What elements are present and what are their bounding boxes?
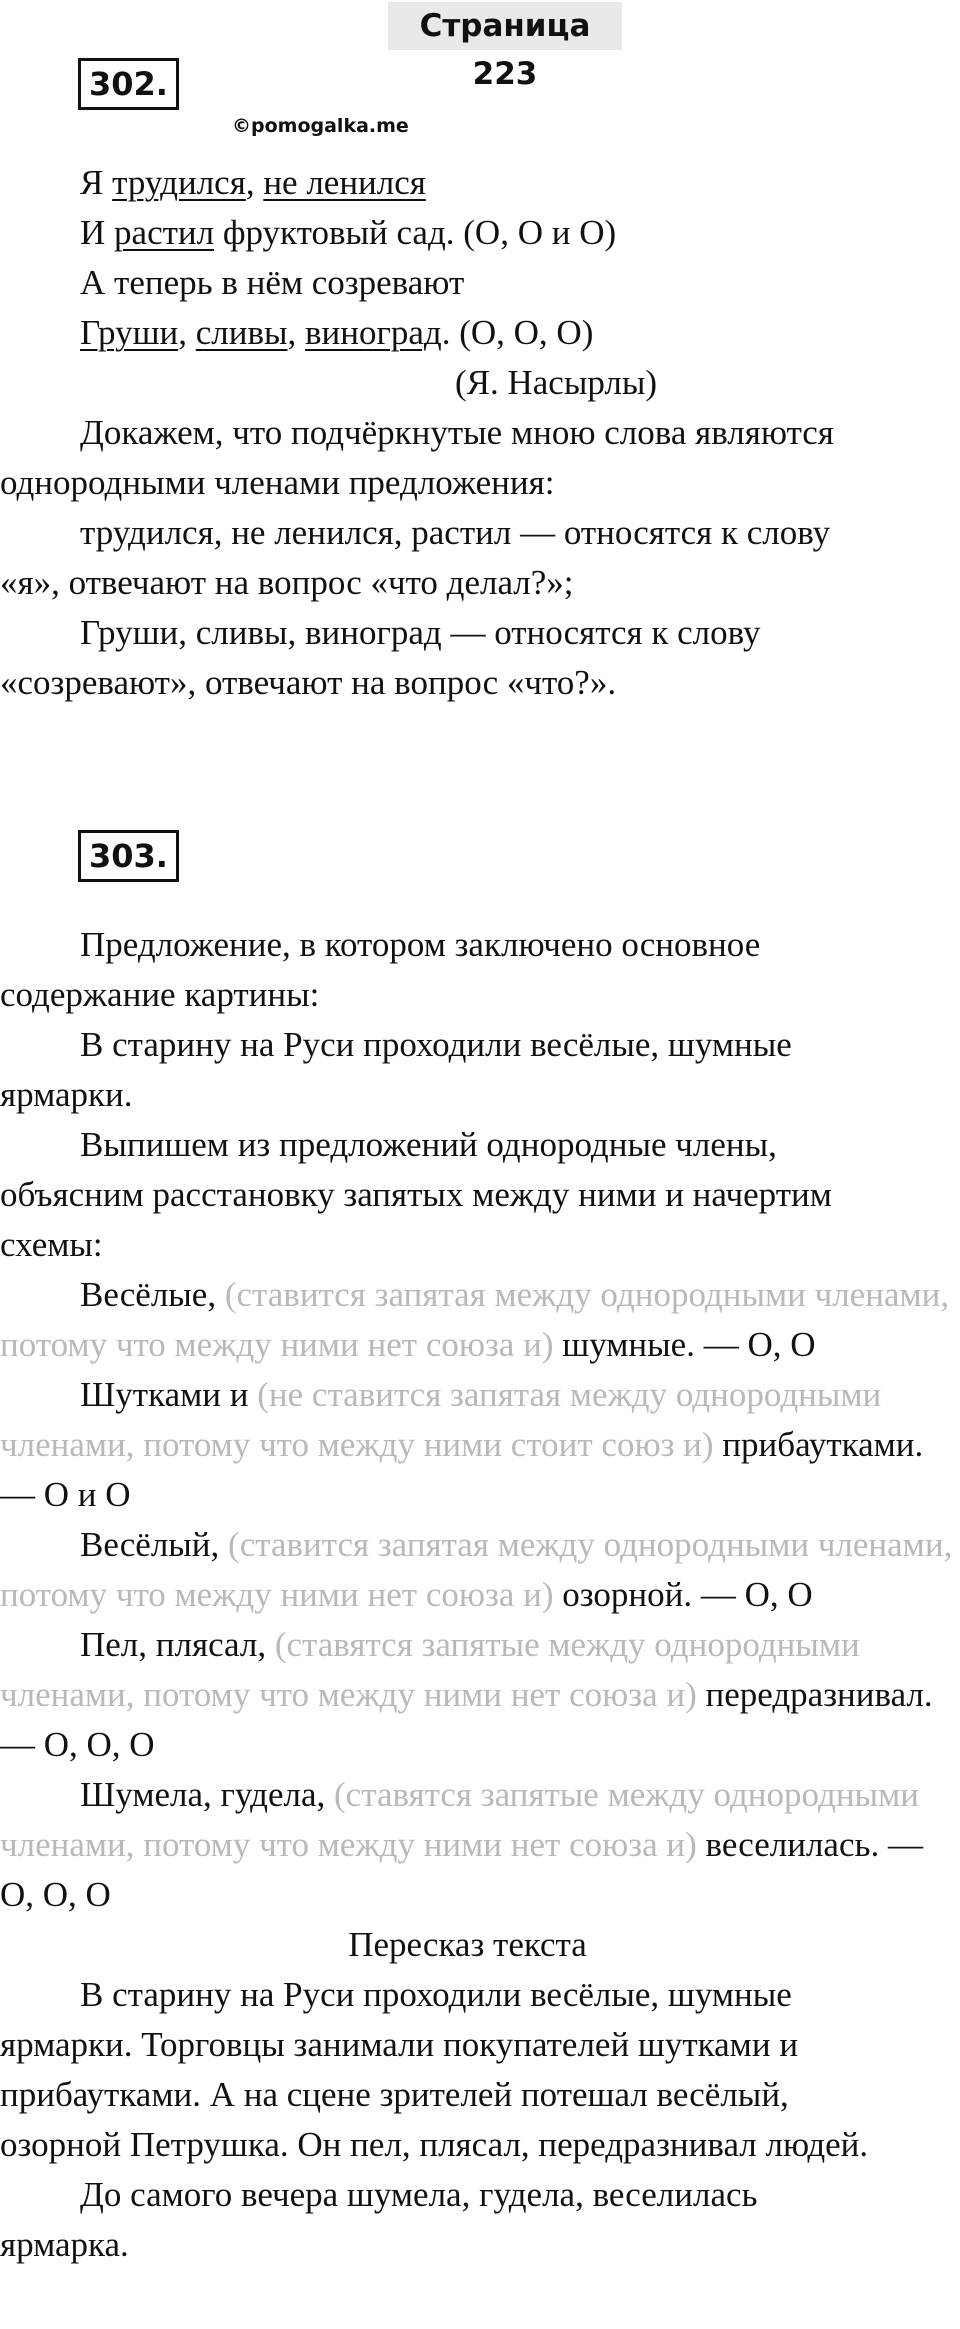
poem-text: , [245, 163, 264, 202]
poem-text: , [287, 313, 306, 352]
watermark: ©pomogalka.me [232, 115, 409, 137]
example-line [0, 1670, 935, 1720]
exercise-number-dot: . [155, 837, 168, 875]
paragraph-line: «я», отвечают на вопрос «что делал?»; [0, 563, 574, 602]
paragraph-line: Выпишем из предложений однородные члены, [80, 1125, 777, 1164]
paragraph-line: ярмарки. Торговцы занимали покупателей шутками и [0, 2025, 799, 2064]
poem-line-3: А теперь в нём созревают [80, 263, 465, 302]
paragraph-line: схемы: [0, 1225, 103, 1264]
poem-text: И [80, 213, 115, 252]
example-words: Шутками и [80, 1375, 258, 1414]
poem-text: . (О, О, О) [441, 313, 594, 352]
paragraph-line: содержание картины: [0, 975, 320, 1014]
retelling-title: Пересказ текста [348, 1925, 587, 1964]
grey-explanation: потому что между ними нет союза и) [0, 1325, 554, 1364]
example-words: Пел, плясал, [80, 1625, 275, 1664]
grey-explanation: потому что между ними нет союза и) [0, 1575, 554, 1614]
grey-explanation: членами, потому что между ними стоит союз и) [0, 1425, 714, 1464]
exercise-303-text [0, 920, 953, 2270]
grey-explanation: (ставятся запятые между однородными [334, 1775, 919, 1814]
exercise-number: 303 [89, 837, 156, 875]
example-line [0, 1620, 935, 1670]
paragraph-line: «созревают», отвечают на вопрос «что?». [0, 663, 617, 702]
paragraph-line: трудился, не ленился, растил — относятся к слову [80, 513, 831, 552]
underlined-word: Груши [80, 313, 179, 352]
grey-explanation: (ставятся запятые между однородными [274, 1625, 860, 1664]
poem-line-1 [0, 158, 935, 208]
poem-text: фруктовый сад. (О, О и О) [214, 213, 617, 252]
example-words: веселилась. — [696, 1825, 923, 1864]
example-words: озорной. — О, О [553, 1575, 813, 1614]
example-words: Шумела, гудела, [80, 1775, 335, 1814]
example-words: прибаутками. [713, 1425, 924, 1464]
example-scheme: — О и О [0, 1475, 131, 1514]
paragraph-line: однородными членами предложения: [0, 463, 555, 502]
example-words: шумные. — О, О [553, 1325, 816, 1364]
example-line [0, 1320, 935, 1370]
paragraph-line: Предложение, в котором заключено основное [80, 925, 761, 964]
paragraph-line: До самого вечера шумела, гудела, веселилась [80, 2175, 758, 2214]
exercise-number-dot: . [155, 65, 168, 103]
grey-explanation: членами, потому что между ними нет союза и) [0, 1675, 697, 1714]
paragraph-line: объясним расстановку запятых между ними и начертим [0, 1175, 832, 1214]
example-line [0, 1820, 935, 1870]
paragraph-line: В старину на Руси проходили весёлые, шумные [80, 1975, 792, 2014]
example-scheme: — О, О, О [0, 1725, 155, 1764]
grey-explanation: (ставится запятая между однородными членами, [224, 1275, 950, 1314]
poem-text: , [178, 313, 196, 352]
page-title: Страница 223 [388, 2, 622, 50]
example-words: Весёлые, [80, 1275, 225, 1314]
exercise-number-302 [78, 58, 179, 110]
example-words: Весёлый, [80, 1525, 229, 1564]
example-line [0, 1370, 935, 1420]
underlined-word: виноград [305, 313, 442, 352]
paragraph-line: Докажем, что подчёркнутые мною слова являются [80, 413, 834, 452]
example-line [0, 1570, 935, 1620]
poem-line-4 [0, 308, 935, 358]
underlined-word: трудился [112, 163, 246, 202]
example-line [0, 1270, 950, 1320]
poem-line-2 [0, 208, 935, 258]
grey-explanation: членами, потому что между ними нет союза и) [0, 1825, 697, 1864]
grey-explanation: (не ставится запятая между однородными [257, 1375, 882, 1414]
paragraph-line: ярмарки. [0, 1075, 133, 1114]
exercise-302-text [0, 158, 935, 708]
example-line [0, 1770, 935, 1820]
example-scheme: О, О, О [0, 1875, 111, 1914]
exercise-number: 302 [89, 65, 156, 103]
example-line [0, 1520, 953, 1570]
paragraph-line: Груши, сливы, виноград — относятся к слову [80, 613, 761, 652]
example-line [0, 1420, 935, 1470]
grey-explanation: (ставится запятая между однородными членами, [228, 1525, 953, 1564]
paragraph-line: озорной Петрушка. Он пел, плясал, передразнивал людей. [0, 2125, 869, 2164]
exercise-number-303 [78, 830, 179, 882]
underlined-word: растил [114, 213, 215, 252]
underlined-word: сливы [195, 313, 288, 352]
underlined-word: не ленился [263, 163, 426, 202]
paragraph-line: В старину на Руси проходили весёлые, шумные [80, 1025, 792, 1064]
paragraph-line: ярмарка. [0, 2225, 129, 2264]
example-words: передразнивал. [696, 1675, 933, 1714]
poem-author: (Я. Насырлы) [455, 363, 658, 402]
paragraph-line: прибаутками. А на сцене зрителей потешал весёлый, [0, 2075, 789, 2114]
poem-text: Я [80, 163, 113, 202]
